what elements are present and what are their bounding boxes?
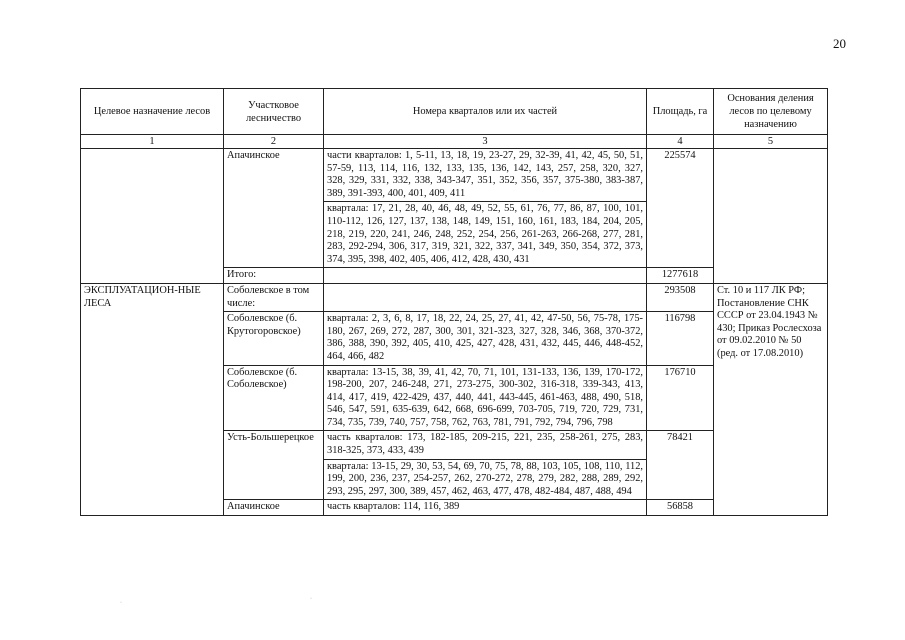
column-number: 5: [714, 135, 828, 149]
area-cell: 293508: [647, 283, 714, 311]
quarters-cell: квартала: 2, 3, 6, 8, 17, 18, 22, 24, 25, 27, 41, 42, 47-50, 56, 75-78, 175-180, 267, 269, 272, 287, 300, 301, 321-323, 327, 328, 346, 368, 370-372, 386, 388, 390, 392, 405, 410, 425, 427, 428, 431, 432, 445, 446, 448-452, 464, 466, 482: [324, 312, 647, 365]
area-cell: 176710: [647, 365, 714, 431]
forestry-cell: Апачинское: [224, 500, 324, 516]
quarters-cell-empty: [324, 268, 647, 284]
area-cell: 56858: [647, 500, 714, 516]
header-purpose: Целевое назначение лесов: [81, 89, 224, 135]
quarters-cell: квартала: 13-15, 29, 30, 53, 54, 69, 70, 75, 78, 88, 103, 105, 108, 110, 112, 199, 200, 236, 237, 254-257, 262, 270-272, 278, 279, 282, 288, 289, 292, 293, 295, 297, 300, 389, 457, 462, 463, 477, 478, 482-484, 487, 488, 494: [324, 459, 647, 500]
basis-cell: Ст. 10 и 117 ЛК РФ; Постановление СНК СССР от 23.04.1943 № 430; Приказ Рослесхоза от 09.02.2010 № 50 (ред. от 17.08.2010): [714, 283, 828, 515]
table-row: [81, 283, 828, 311]
area-cell: 225574: [647, 149, 714, 268]
page-number: 20: [833, 36, 846, 51]
basis-cell-empty: [714, 149, 828, 284]
area-cell: 78421: [647, 431, 714, 500]
forestry-cell: Соболевское (б. Соболевское): [224, 365, 324, 431]
quarters-cell: часть кварталов: 173, 182-185, 209-215, 221, 235, 258-261, 275, 283, 318-325, 373, 433, 439: [324, 431, 647, 459]
column-number: 4: [647, 135, 714, 149]
purpose-cell-empty: [81, 149, 224, 284]
purpose-cell: ЭКСПЛУАТАЦИОН-НЫЕ ЛЕСА: [81, 283, 224, 515]
quarters-cell-empty: [324, 283, 647, 311]
column-number-row: [81, 135, 828, 149]
header-area: Площадь, га: [647, 89, 714, 135]
forestry-cell: Усть-Большерецкое: [224, 431, 324, 500]
total-label: Итого:: [224, 268, 324, 284]
forest-purpose-table: [80, 88, 828, 516]
quarters-cell: часть кварталов: 114, 116, 389: [324, 500, 647, 516]
table-row: [81, 149, 828, 202]
scan-speck: ·: [120, 600, 122, 606]
quarters-cell: части кварталов: 1, 5-11, 13, 18, 19, 23-27, 29, 32-39, 41, 42, 45, 50, 51, 57-59, 113, 114, 116, 132, 133, 135, 136, 142, 143, 257, 258, 320, 327, 328, 329, 331, 332, 338, 343-347, 351, 352, 356, 357, 375-380, 383-387, 389, 391-393, 400, 401, 409, 411: [324, 149, 647, 202]
area-cell: 116798: [647, 312, 714, 365]
scan-speck: ·: [310, 596, 312, 602]
quarters-cell: квартала: 13-15, 38, 39, 41, 42, 70, 71, 101, 131-133, 136, 139, 170-172, 198-200, 207, 246-248, 271, 273-275, 300-302, 316-318, 339-343, 413, 414, 417, 419, 422-429, 437, 440, 441, 443-445, 461-463, 488, 490, 518, 546, 547, 591, 635-639, 642, 668, 696-699, 703-705, 719, 720, 729, 731, 734, 735, 739, 740, 757, 758, 762, 763, 781, 791, 792, 794, 796, 798: [324, 365, 647, 431]
forestry-cell: Соболевское в том числе:: [224, 283, 324, 311]
header-basis: Основания деления лесов по целевому назначению: [714, 89, 828, 135]
column-number: 2: [224, 135, 324, 149]
column-number: 1: [81, 135, 224, 149]
header-quarters: Номера кварталов или их частей: [324, 89, 647, 135]
forestry-cell: Соболевское (б. Крутогоровское): [224, 312, 324, 365]
forestry-cell: Апачинское: [224, 149, 324, 268]
column-number: 3: [324, 135, 647, 149]
total-area: 1277618: [647, 268, 714, 284]
table-header-row: [81, 89, 828, 135]
header-forestry: Участковое лесничество: [224, 89, 324, 135]
quarters-cell: квартала: 17, 21, 28, 40, 46, 48, 49, 52, 55, 61, 76, 77, 86, 87, 100, 101, 110-112, 126, 127, 137, 138, 148, 149, 151, 160, 161, 183, 184, 204, 205, 218, 219, 220, 241, 246, 248, 252, 254, 256, 261-263, 266-268, 277, 281, 283, 292-294, 306, 317, 319, 321, 322, 337, 341, 349, 350, 354, 372, 373, 374, 395, 398, 402, 405, 406, 412, 428, 430, 431: [324, 202, 647, 268]
